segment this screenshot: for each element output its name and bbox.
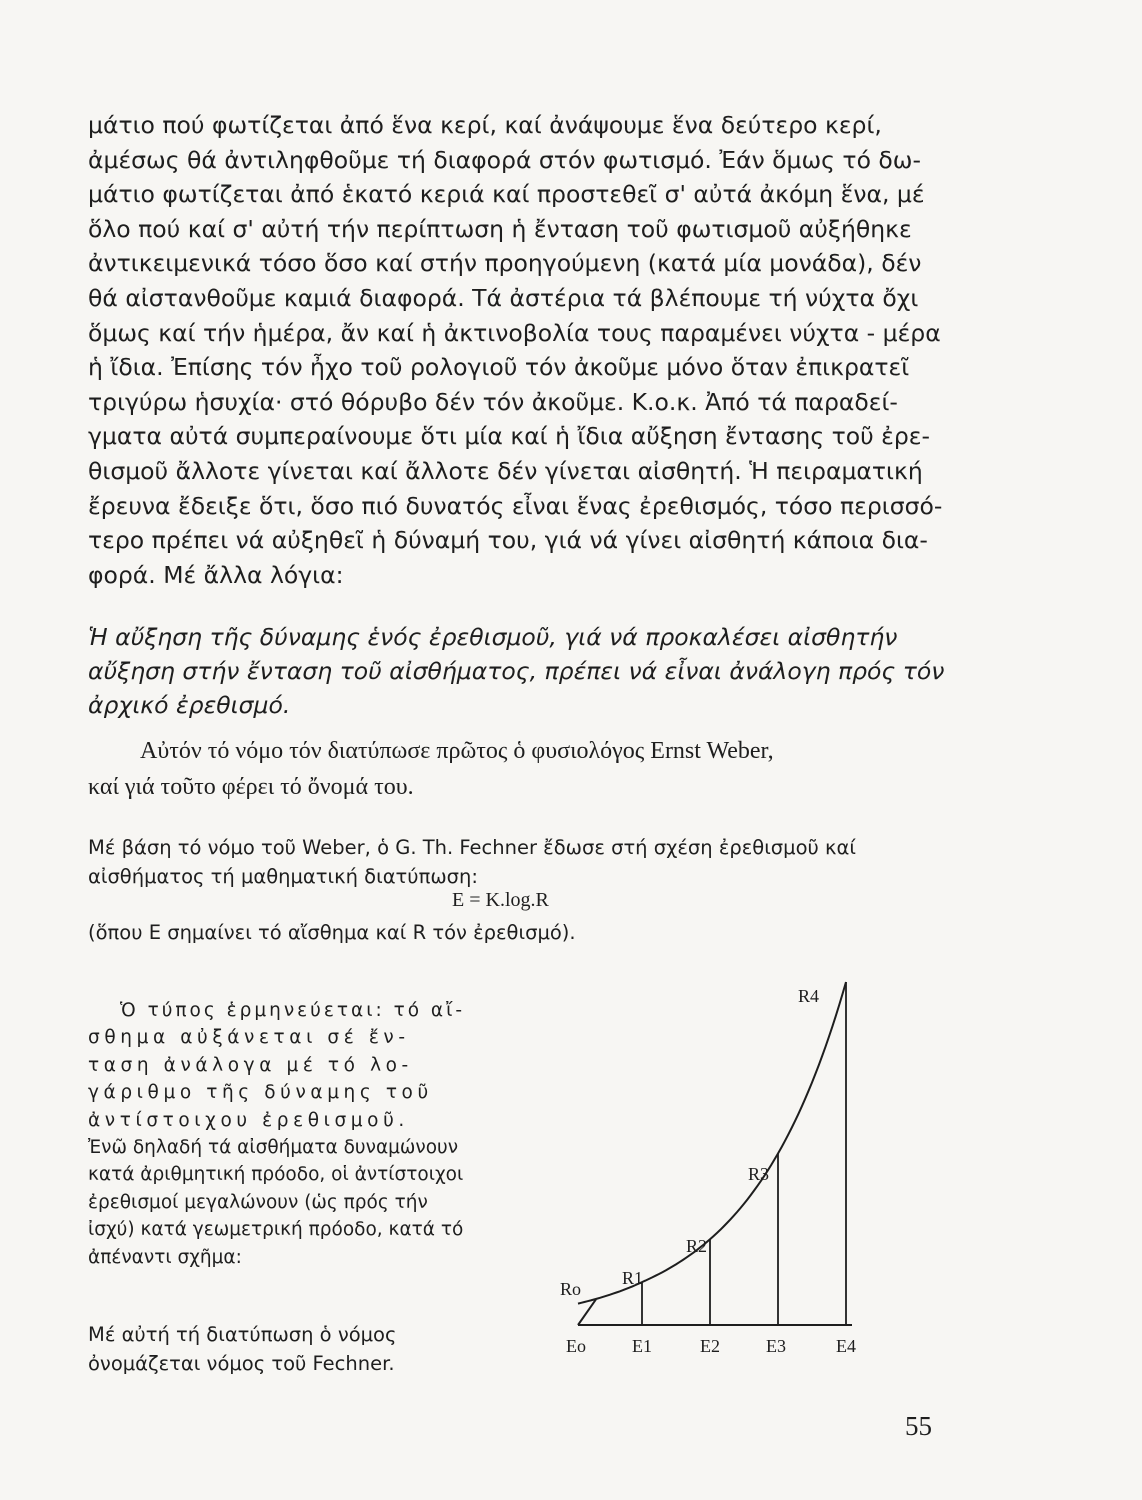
text-line: αὔξηση στήν ἔνταση τοῦ αἰσθήματος, πρέπει νά εἶναι ἀνάλογη πρός τόν bbox=[88, 657, 945, 685]
text-line: καί γιά τοῦτο φέρει τό ὄνομά του. bbox=[88, 774, 414, 800]
x-tick-label-e2: E2 bbox=[700, 1336, 720, 1356]
text-line: Αὐτόν τό νόμο τόν διατύπωσε πρῶτος ὁ φυσιολόγος Ernst Weber, bbox=[140, 738, 774, 764]
law-statement bbox=[88, 620, 950, 722]
text-line: ἀπέναντι σχῆμα: bbox=[88, 1246, 242, 1268]
text-line: Ἡ αὔξηση τῆς δύναμης ἑνός ἐρεθισμοῦ, γιά νά προκαλέσει αἰσθητήν bbox=[88, 623, 898, 651]
fechner-intro bbox=[88, 833, 958, 891]
text-line: κατά ἀριθμητική πρόοδο, οἱ ἀντίστοιχοι bbox=[88, 1164, 464, 1186]
text-line: ἀντίστοιχου ἐρεθισμοῦ. bbox=[88, 1109, 409, 1131]
text-line: Ὁ τύπος ἑρμηνεύεται: τό αἴ- bbox=[120, 1000, 466, 1021]
text-line: γματα αὐτά συμπεραίνουμε ὅτι μία καί ἡ ἴδια αὔξηση ἔντασης τοῦ ἐρε- bbox=[88, 422, 930, 451]
interpretation-paragraph bbox=[88, 997, 500, 1271]
closing-paragraph bbox=[88, 1320, 508, 1378]
text-line: γάριθμο τῆς δύναμης τοῦ bbox=[88, 1082, 433, 1104]
main-paragraph bbox=[88, 108, 948, 592]
point-label-r1: R1 bbox=[622, 1268, 644, 1288]
text-line: ἀντικειμενικά τόσο ὅσο καί στήν προηγούμενη (κατά μία μονάδα), δέν bbox=[88, 249, 922, 278]
text-line: ἀμέσως θά ἀντιληφθοῦμε τή διαφορά στόν φωτισμό. Ἐάν ὅμως τό δω- bbox=[88, 145, 921, 174]
point-label-ro: Ro bbox=[560, 1279, 582, 1299]
text-line: θά αἰστανθοῦμε καμιά διαφορά. Τά ἀστέρια τά βλέπουμε τή νύχτα ὄχι bbox=[88, 283, 919, 312]
fechner-chart bbox=[540, 960, 880, 1360]
text-line: Ἐνῶ δηλαδή τά αἰσθήματα δυναμώνουν bbox=[88, 1137, 459, 1159]
text-line: ἰσχύ) κατά γεωμετρική πρόοδο, κατά τό bbox=[88, 1219, 464, 1241]
formula-note: (ὅπου E σημαίνει τό αἴσθημα καί R τόν ἐρεθισμό). bbox=[88, 921, 576, 944]
text-line: Μέ βάση τό νόμο τοῦ Weber, ὁ G. Th. Fechner ἔδωσε στή σχέση ἐρεθισμοῦ καί bbox=[88, 836, 856, 859]
text-line: μάτιο φωτίζεται ἀπό ἑκατό κεριά καί προστεθεῖ σ' αὐτά ἀκόμη ἕνα, μέ bbox=[88, 180, 925, 209]
text-line: τριγύρω ἡσυχία· στό θόρυβο δέν τόν ἀκοῦμε. Κ.ο.κ. Ἀπό τά παραδεί- bbox=[88, 387, 898, 416]
page-number: 55 bbox=[905, 1411, 932, 1441]
text-line: σθημα αὐξάνεται σέ ἔν- bbox=[88, 1027, 410, 1049]
text-line: ἡ ἴδια. Ἐπίσης τόν ἦχο τοῦ ρολογιοῦ τόν ἀκοῦμε μόνο ὅταν ἐπικρατεῖ bbox=[88, 353, 910, 382]
text-line: ἔρευνα ἔδειξε ὅτι, ὅσο πιό δυνατός εἶναι ἕνας ἐρεθισμός, τόσο περισσό- bbox=[88, 491, 943, 520]
text-line: μάτιο πού φωτίζεται ἀπό ἕνα κερί, καί ἀνάψουμε ἕνα δεύτερο κερί, bbox=[88, 111, 882, 139]
text-line: ἀρχικό ἐρεθισμό. bbox=[88, 691, 291, 719]
fechner-curve bbox=[578, 982, 846, 1304]
point-label-r4: R4 bbox=[798, 986, 820, 1006]
weber-paragraph bbox=[88, 733, 958, 805]
fechner-formula: E = K.log.R bbox=[452, 889, 549, 911]
x-tick-label-eo: Eo bbox=[566, 1336, 586, 1356]
text-line: θισμοῦ ἄλλοτε γίνεται καί ἄλλοτε δέν γίνεται αἰσθητή. Ἡ πειραματική bbox=[88, 456, 923, 485]
text-line: φορά. Μέ ἄλλα λόγια: bbox=[88, 560, 344, 589]
text-line: ταση ἀνάλογα μέ τό λο- bbox=[88, 1054, 413, 1076]
fechner-curve-figure bbox=[540, 960, 880, 1360]
text-line: ὀνομάζεται νόμος τοῦ Fechner. bbox=[88, 1352, 395, 1375]
x-tick-label-e3: E3 bbox=[766, 1336, 786, 1356]
text-line: ὅλο πού καί σ' αὐτή τήν περίπτωση ἡ ἔνταση τοῦ φωτισμοῦ αὐξήθηκε bbox=[88, 214, 912, 243]
x-tick-label-e1: E1 bbox=[632, 1336, 652, 1356]
text-line: ὅμως καί τήν ἡμέρα, ἄν καί ἡ ἀκτινοβολία τους παραμένει νύχτα - μέρα bbox=[88, 318, 941, 347]
text-line: τερο πρέπει νά αὐξηθεῖ ἡ δύναμή του, γιά νά γίνει αἰσθητή κάποια δια- bbox=[88, 526, 928, 555]
text-line: ἐρεθισμοί μεγαλώνουν (ὡς πρός τήν bbox=[88, 1191, 428, 1213]
x-tick-label-e4: E4 bbox=[836, 1336, 856, 1356]
text-line: Μέ αὐτή τή διατύπωση ὁ νόμος bbox=[88, 1323, 397, 1346]
point-label-r3: R3 bbox=[748, 1164, 770, 1184]
text-line: αἰσθήματος τή μαθηματική διατύπωση: bbox=[88, 865, 478, 888]
point-label-r2: R2 bbox=[686, 1236, 708, 1256]
